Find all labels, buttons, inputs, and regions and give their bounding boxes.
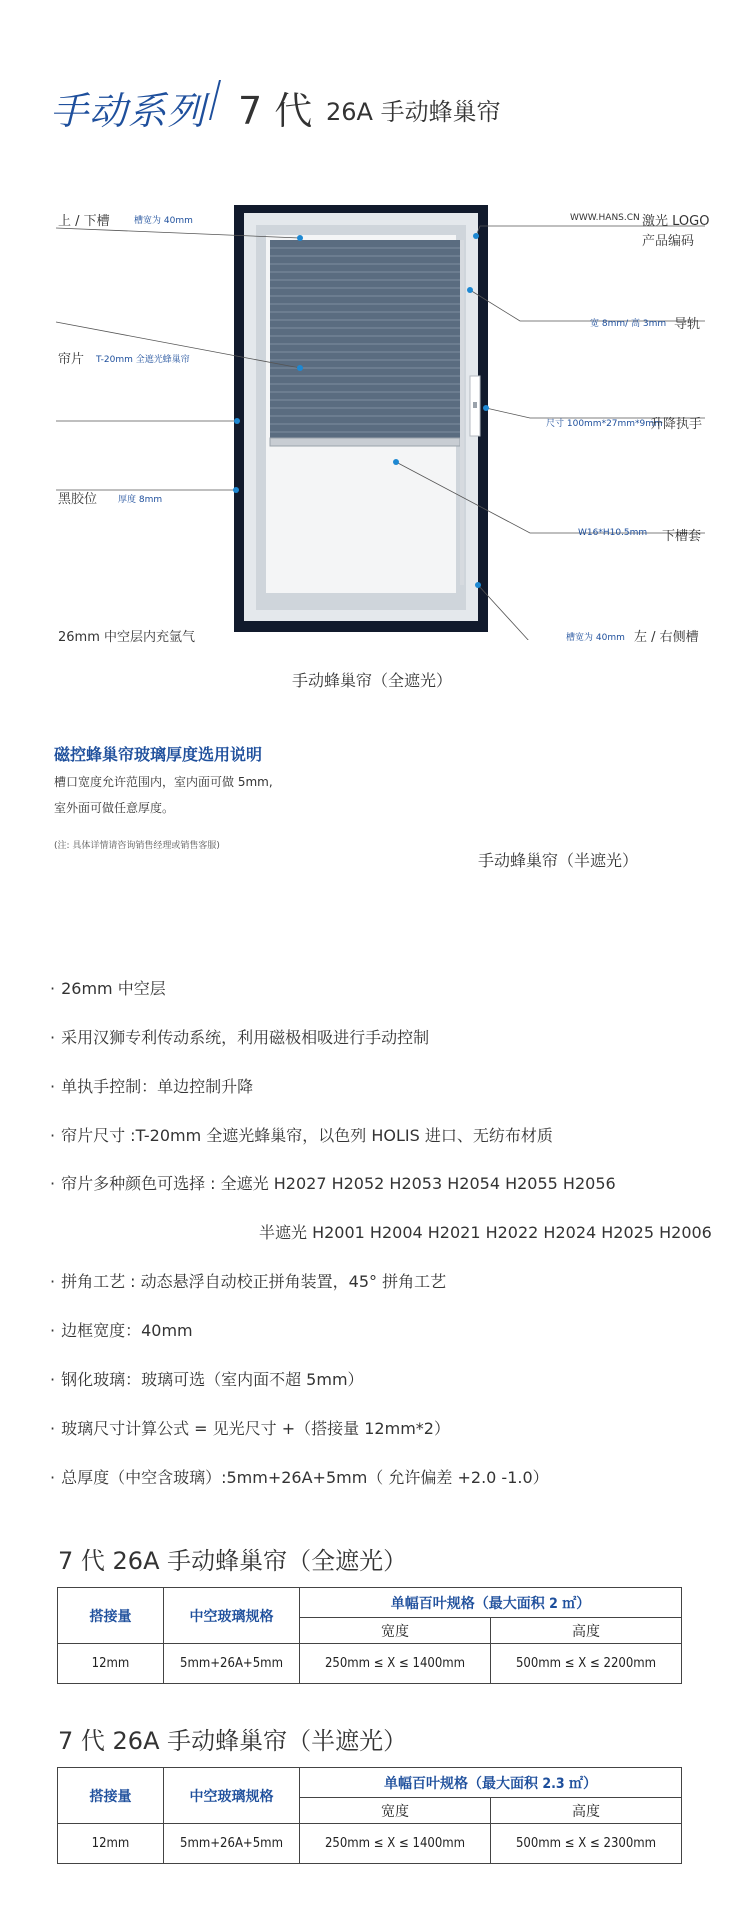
cell-glass: 5mm+26A+5mm xyxy=(164,1824,300,1864)
cell-overlap: 12mm xyxy=(58,1824,164,1864)
cell-width: 250mm ≤ X ≤ 1400mm xyxy=(300,1644,491,1684)
note-blind: T-20mm 全遮光蜂巢帘 xyxy=(96,355,190,365)
header-width: 宽度 xyxy=(300,1798,491,1824)
header-height: 高度 xyxy=(491,1618,682,1644)
spec-table-full xyxy=(57,1587,682,1684)
label-handle: 升降执手 xyxy=(650,417,703,432)
feature-item: · 拼角工艺 : 动态悬浮自动校正拼角装置，45° 拼角工艺 xyxy=(50,1272,447,1291)
cell-glass: 5mm+26A+5mm xyxy=(164,1644,300,1684)
label-product-code: 产品编码 xyxy=(642,234,695,249)
title-divider xyxy=(209,80,221,120)
header-width: 宽度 xyxy=(300,1618,491,1644)
spec-table-half xyxy=(57,1767,682,1864)
blind-fabric xyxy=(270,240,460,440)
note-rail: 宽 8mm/ 高 3mm xyxy=(590,319,667,329)
label-side-groove: 左 / 右侧槽 xyxy=(634,630,699,645)
magnetic-line-2: 室外面可做任意厚度。 xyxy=(54,801,175,815)
label-lower-sleeve: 下槽套 xyxy=(662,529,702,544)
bottom-bar xyxy=(270,438,460,446)
series-title: 手动系列 xyxy=(50,89,207,133)
table-row xyxy=(58,1644,682,1684)
feature-item: · 单执手控制：单边控制升降 xyxy=(50,1077,254,1096)
feature-item: · 玻璃尺寸计算公式 = 见光尺寸 +（搭接量 12mm*2） xyxy=(50,1419,450,1438)
magnetic-line-1: 槽口宽度允许范围内，室内面可做 5mm, xyxy=(54,775,273,789)
feature-item: · 钢化玻璃：玻璃可选（室内面不超 5mm） xyxy=(50,1370,364,1389)
cell-height: 500mm ≤ X ≤ 2200mm xyxy=(491,1644,682,1684)
note-handle: 尺寸 100mm*27mm*9mm xyxy=(546,419,663,429)
guide-rail xyxy=(460,240,464,585)
label-argon: 26mm 中空层内充氩气 xyxy=(58,630,196,645)
header-spec: 单幅百叶规格（最大面积 2 ㎡） xyxy=(300,1588,682,1618)
table-row xyxy=(58,1824,682,1864)
cell-height: 500mm ≤ X ≤ 2300mm xyxy=(491,1824,682,1864)
product-diagram xyxy=(0,180,750,645)
feature-item: · 边框宽度：40mm xyxy=(50,1321,193,1340)
caption-full-blackout: 手动蜂巢帘（全遮光） xyxy=(292,671,453,690)
table-title-half: 7 代 26A 手动蜂巢帘（半遮光） xyxy=(58,1727,408,1755)
note-side-groove: 槽宽为 40mm xyxy=(566,633,625,643)
header-glass: 中空玻璃规格 xyxy=(164,1768,300,1824)
label-blind: 帘片 xyxy=(58,352,85,367)
feature-item-continued: 半遮光 H2001 H2004 H2021 H2022 H2024 H2025 H2006 xyxy=(259,1223,712,1242)
note-black-glue: 厚度 8mm xyxy=(118,495,163,505)
label-laser-logo: 激光 LOGO xyxy=(642,214,710,229)
feature-item: · 总厚度（中空含玻璃）:5mm+26A+5mm（ 允许偏差 +2.0 -1.0） xyxy=(50,1468,549,1487)
feature-item: · 帘片尺寸 :T-20mm 全遮光蜂巢帘，以色列 HOLIS 进口、无纺布材质 xyxy=(50,1126,553,1145)
header-overlap: 搭接量 xyxy=(58,1588,164,1644)
feature-item: · 采用汉狮专利传动系统，利用磁极相吸进行手动控制 xyxy=(50,1028,430,1047)
feature-item: · 帘片多种颜色可选择 : 全遮光 H2027 H2052 H2053 H2054 H2055 H2056 xyxy=(50,1174,616,1193)
note-top-groove: 槽宽为 40mm xyxy=(134,216,193,226)
label-top-groove: 上 / 下槽 xyxy=(58,214,110,229)
generation-title: 7 代 xyxy=(238,89,313,133)
cell-width: 250mm ≤ X ≤ 1400mm xyxy=(300,1824,491,1864)
feature-item: · 26mm 中空层 xyxy=(50,979,166,998)
product-title: 26A 手动蜂巢帘 xyxy=(326,98,501,126)
note-website: WWW.HANS.CN xyxy=(570,213,640,223)
caption-half-blackout: 手动蜂巢帘（半遮光） xyxy=(478,851,639,870)
note-lower-sleeve: W16*H10.5mm xyxy=(578,528,648,538)
label-black-glue: 黑胶位 xyxy=(58,492,98,507)
label-rail: 导轨 xyxy=(674,317,701,332)
header-spec: 单幅百叶规格（最大面积 2.3 ㎡） xyxy=(300,1768,682,1798)
header-overlap: 搭接量 xyxy=(58,1768,164,1824)
magnetic-title: 磁控蜂巢帘玻璃厚度选用说明 xyxy=(54,745,263,764)
magnetic-note: (注: 具体详情请咨询销售经理或销售客服) xyxy=(54,841,220,851)
header-height: 高度 xyxy=(491,1798,682,1824)
cell-overlap: 12mm xyxy=(58,1644,164,1684)
header-glass: 中空玻璃规格 xyxy=(164,1588,300,1644)
window-illustration xyxy=(0,180,750,640)
table-title-full: 7 代 26A 手动蜂巢帘（全遮光） xyxy=(58,1547,408,1575)
